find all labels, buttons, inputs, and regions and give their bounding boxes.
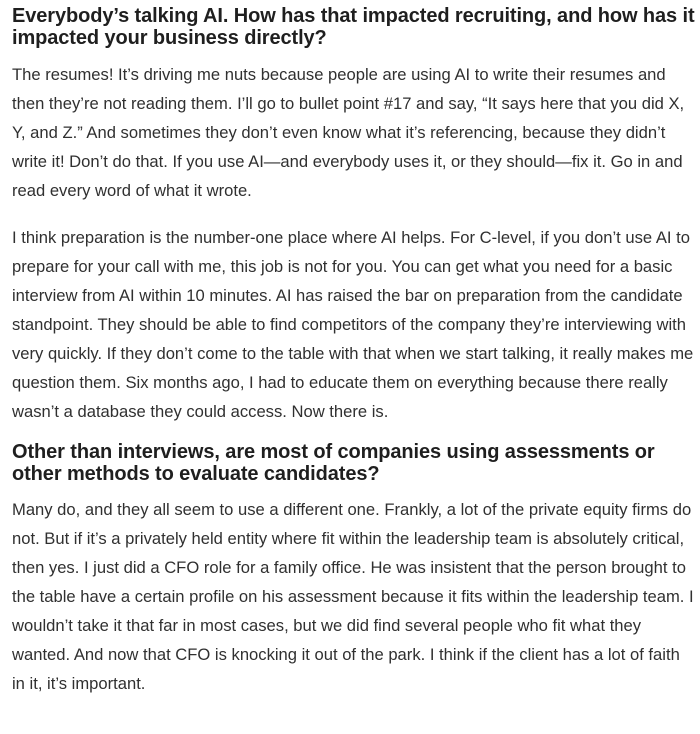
paragraph: I think preparation is the number-one place where AI helps. For C-level, if you don’t use AI to prepare for your call with me, this job is not for you. You can get what you need for a basic interview from AI within 10 minutes. AI has raised the bar on preparation from the candidate standpoint. They should be able to find competitors of the company they’re interviewing with very quickly. If they don’t come to the table with that when we start talking, it really makes me question them. Six months ago, I had to educate them on everything because there really wasn’t a database they could access. Now there is. — [12, 228, 694, 421]
section-heading: Other than interviews, are most of companies using assessments or other methods to evaluate candidates? — [12, 441, 655, 485]
paragraph: Many do, and they all seem to use a different one. Frankly, a lot of the private equity firms do not. But if it’s a privately held entity where fit within the leadership team is absolutely critical, then yes. I just did a CFO role for a family office. He was insistent that the person brought to the table have a certain profile on his assessment because it fits within the leadership team. I wouldn’t take it that far in most cases, but we did find several people who fit what they wanted. And now that CFO is knocking it out of the park. I think if the client has a lot of faith in it, it’s important. — [12, 500, 694, 693]
section-heading: Everybody’s talking AI. How has that impacted recruiting, and how has it impacted your business directly? — [12, 5, 695, 49]
article — [12, 0, 696, 698]
paragraph: The resumes! It’s driving me nuts because people are using AI to write their resumes and then they’re not reading them. I’ll go to bullet point #17 and say, “It says here that you did X, Y, and Z.” And sometimes they don’t even know what it’s referencing, because they didn’t write it! Don’t do that. If you use AI—and everybody uses it, or they should—fix it. Go in and read every word of what it wrote. — [12, 65, 685, 200]
